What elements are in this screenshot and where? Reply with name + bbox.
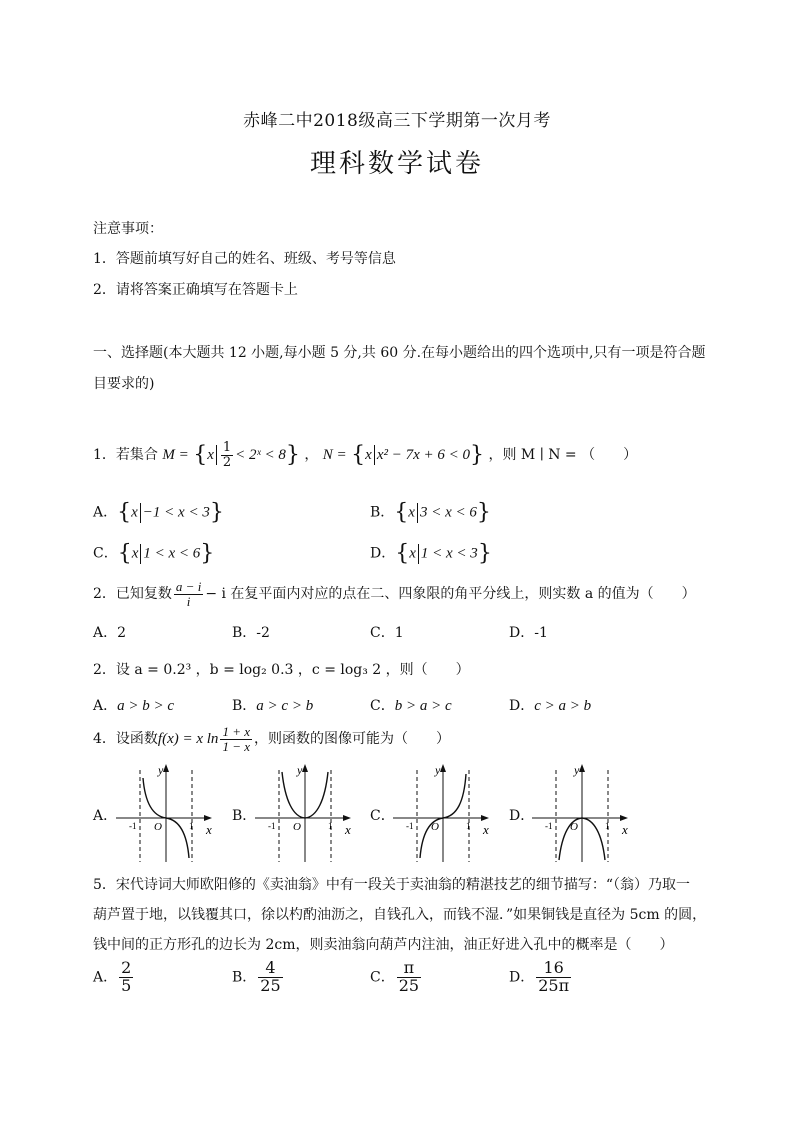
- question-2: [93, 580, 696, 608]
- y-axis-arrow: [163, 764, 169, 772]
- section-heading-cont: 目要求的): [93, 376, 155, 392]
- q2-frac-den: i: [174, 594, 203, 609]
- option-value: 2: [117, 625, 127, 641]
- q2-frac-num: a − i: [175, 579, 202, 594]
- option-value: 1: [394, 625, 404, 641]
- x-axis-arrow: [481, 815, 489, 821]
- x-label: x: [345, 822, 351, 837]
- x-axis-arrow: [204, 815, 212, 821]
- option-expr: 3 < x < 6: [419, 504, 477, 521]
- option-label: D．: [509, 698, 535, 714]
- tick-pos: 1: [189, 821, 194, 831]
- option-value: c > a > b: [534, 698, 592, 714]
- x-axis-arrow: [343, 815, 351, 821]
- option-var: x: [131, 504, 138, 521]
- option-den: 25: [260, 975, 281, 995]
- option-label: B．: [232, 625, 257, 641]
- tick-pos: 1: [328, 821, 333, 831]
- q1-option-c: C．{x 1 < x < 6}: [93, 541, 215, 566]
- q1-prefix: 1．若集合: [93, 447, 158, 464]
- q2-option-a: [93, 622, 126, 642]
- q3-option-d: [509, 695, 591, 715]
- option-value: b > a > c: [394, 698, 452, 714]
- q2-text: − i 在复平面内对应的点在二、四象限的角平分线上，则实数 a 的值为（ ）: [205, 586, 696, 603]
- tick-neg: -1: [129, 821, 137, 831]
- option-label: C．: [93, 545, 118, 562]
- x-label: x: [622, 822, 628, 837]
- option-den: 25: [398, 975, 420, 995]
- question-5-line-3: 钱中间的正方形孔的边长为 2cm，则卖油翁向葫芦内注油，油正好进入孔中的概率是（ ）: [93, 937, 674, 953]
- option-var: x: [409, 545, 416, 562]
- q1-var: x: [207, 447, 214, 464]
- tick-neg: -1: [406, 821, 414, 831]
- option-label: D．: [509, 969, 535, 986]
- option-label: D．: [509, 625, 535, 641]
- tick-neg: -1: [268, 821, 276, 831]
- option-label: B．: [232, 969, 257, 986]
- notice-heading: 注意事项：: [93, 221, 163, 237]
- y-axis-arrow: [579, 764, 585, 772]
- origin-label: O: [431, 821, 439, 833]
- q4-option-b-label: B．: [232, 808, 257, 824]
- exam-subtitle: 赤峰二中2018级高三下学期第一次月考: [243, 111, 551, 131]
- question-3: 2．设 a = 0.2³ ，b = log₂ 0.3 ，c = log₃ 2 ，则（ ）: [93, 662, 470, 678]
- q1-cond2: x² − 7x + 6 < 0: [376, 447, 470, 464]
- q4-graph-a: [114, 762, 214, 862]
- tick-pos: 1: [605, 821, 610, 831]
- option-label: A．: [93, 969, 118, 986]
- option-expr: 1 < x < 3: [420, 545, 478, 562]
- q5-option-a: [93, 960, 135, 995]
- section-heading: 一、选择题(本大题共 12 小题,每小题 5 分,共 60 分.在每小题给出的四个选项中,只有一项是符合题: [93, 345, 706, 361]
- q1-frac-num: 1: [222, 440, 232, 455]
- q4-option-d-label: D．: [509, 808, 535, 824]
- q4-frac-num: 1 + x: [222, 724, 250, 739]
- option-num: 16: [543, 958, 564, 977]
- origin-label: O: [293, 821, 301, 833]
- q3-option-c: [370, 695, 452, 715]
- option-var: x: [131, 545, 139, 562]
- q4-option-a-label: A．: [93, 808, 118, 824]
- notice-item-1: 1．答题前填写好自己的姓名、班级、考号等信息: [93, 251, 396, 267]
- question-4: [93, 725, 450, 753]
- q4-graph-d: [530, 762, 630, 862]
- option-label: C．: [370, 969, 395, 986]
- option-value: a > c > b: [256, 698, 314, 714]
- q1-cond1: < 2ˣ < 8: [235, 447, 286, 464]
- q1-option-b: B．{x 3 < x < 6}: [370, 500, 491, 525]
- option-label: A．: [93, 625, 118, 641]
- origin-label: O: [570, 821, 578, 833]
- option-label: B．: [370, 504, 395, 521]
- q2-prefix: 2．已知复数: [93, 586, 172, 603]
- y-axis-arrow: [302, 764, 308, 772]
- q4-suffix: ，则函数的图像可能为（ ）: [253, 731, 450, 748]
- option-label: D．: [370, 545, 396, 562]
- q2-option-d: [509, 622, 548, 642]
- notice-item-2: 2．请将答案正确填写在答题卡上: [93, 282, 298, 298]
- option-label: A．: [93, 698, 118, 714]
- q5-option-d: [509, 960, 573, 995]
- option-num: π: [403, 958, 415, 977]
- q2-option-c: [370, 622, 404, 642]
- y-label: y: [297, 763, 303, 777]
- option-den: 5: [121, 975, 132, 995]
- q5-option-c: [370, 960, 423, 995]
- q3-option-a: [93, 695, 174, 715]
- q1-set-n: N =: [322, 447, 347, 464]
- q4-prefix: 4．设函数: [93, 731, 158, 748]
- question-1: 1．若集合 M = {x $\frac{1}{2}$ < 2ˣ < 8} ， N = {x x² − 7x + 6 < 0} ，则 M ∣ N = （ ）: [93, 440, 638, 470]
- q1-option-a: A．{x −1 < x < 3}: [93, 500, 224, 525]
- y-label: y: [158, 763, 164, 777]
- question-5-line-2: 葫芦置于地，以钱覆其口，徐以杓酌油沥之，自钱孔入，而钱不湿．”如果铜钱是直径为 5cm 的圆，: [93, 907, 707, 923]
- exam-title: 理科数学试卷: [309, 149, 484, 179]
- q4-frac-den: 1 − x: [222, 738, 250, 754]
- q1-comma: ，: [304, 447, 319, 464]
- option-label: C．: [370, 698, 395, 714]
- question-5-line-1: 5．宋代诗词大师欧阳修的《卖油翁》中有一段关于卖油翁的精湛技艺的细节描写：“（翁）乃取一: [93, 877, 691, 893]
- option-label: A．: [93, 504, 118, 521]
- option-num: 2: [121, 958, 132, 977]
- x-label: x: [206, 822, 212, 837]
- option-value: -2: [256, 625, 270, 641]
- option-label: C．: [370, 625, 395, 641]
- option-expr: 1 < x < 6: [143, 545, 201, 562]
- q2-option-b: [232, 622, 270, 642]
- option-den: 25π: [538, 975, 570, 995]
- q1-option-d: D．{x 1 < x < 3}: [370, 541, 492, 566]
- option-value: a > b > c: [117, 698, 175, 714]
- x-label: x: [483, 822, 489, 837]
- q1-var: x: [365, 447, 372, 464]
- tick-neg: -1: [545, 821, 553, 831]
- q4-option-c-label: C．: [370, 808, 395, 824]
- q3-option-b: [232, 695, 313, 715]
- q4-graph-c: [391, 762, 491, 862]
- option-num: 4: [265, 958, 276, 977]
- q5-option-b: [232, 960, 285, 995]
- y-label: y: [574, 763, 580, 777]
- q1-frac-den: 2: [222, 454, 232, 470]
- y-axis-arrow: [440, 764, 446, 772]
- option-expr: −1 < x < 3: [142, 504, 210, 521]
- y-label: y: [435, 763, 441, 777]
- option-var: x: [408, 504, 415, 521]
- q4-func: f(x) = x ln: [157, 731, 219, 748]
- x-axis-arrow: [620, 815, 628, 821]
- tick-pos: 1: [466, 821, 471, 831]
- option-value: -1: [534, 625, 548, 641]
- q4-graph-b: [253, 762, 353, 862]
- q1-set-m: M =: [162, 447, 189, 464]
- option-label: B．: [232, 698, 257, 714]
- origin-label: O: [154, 821, 162, 833]
- q1-suffix: ，则 M ∣ N = （ ）: [488, 447, 638, 464]
